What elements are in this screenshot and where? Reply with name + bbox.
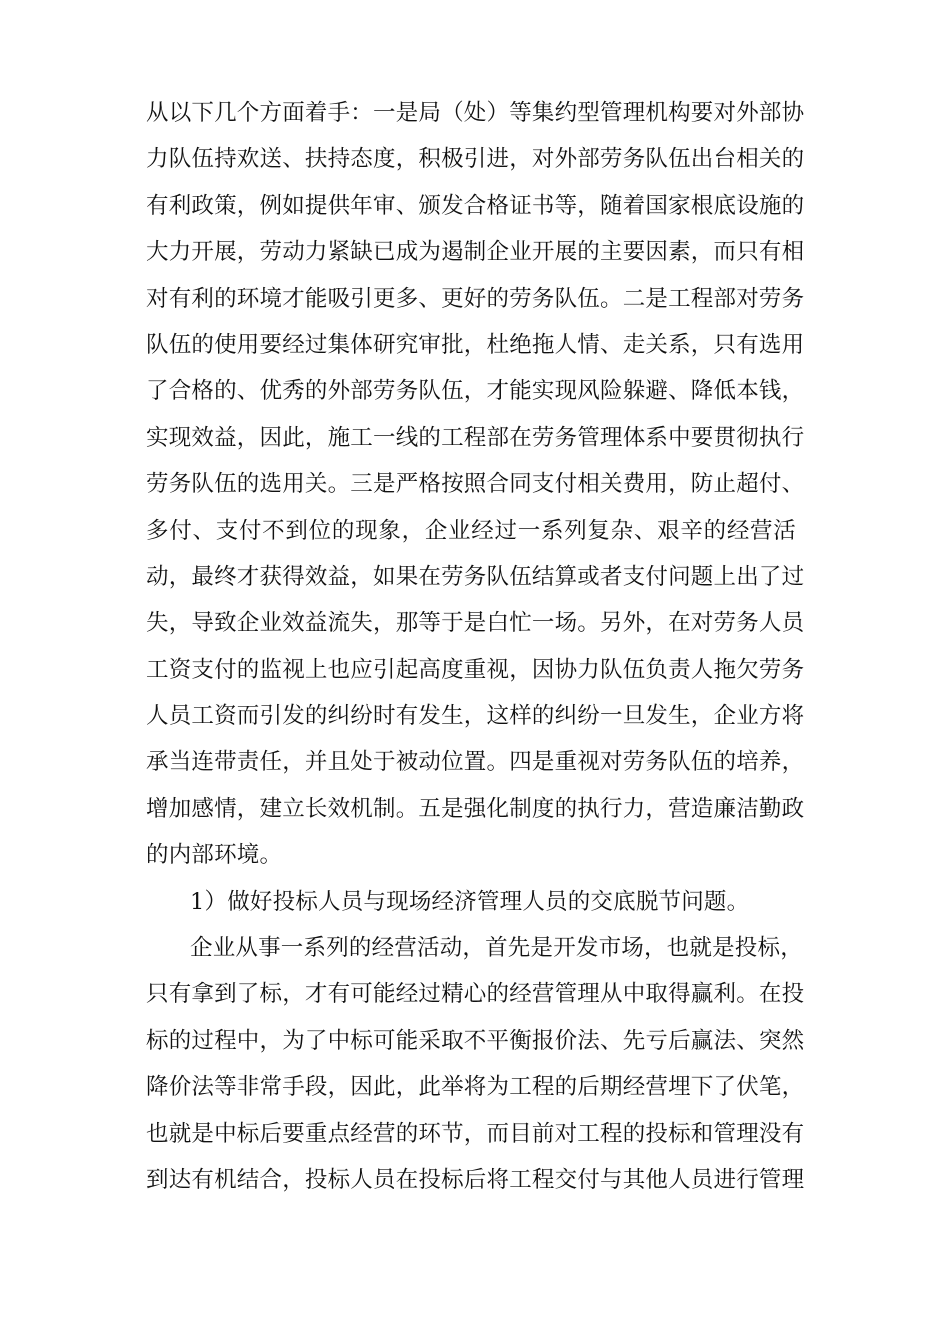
text-line: 标的过程中，为了中标可能采取不平衡报价法、先亏后赢法、突然 xyxy=(146,1027,805,1054)
text-line: 有利政策，例如提供年审、颁发合格证书等，随着国家根底设施的 xyxy=(146,192,805,219)
text-line: 也就是中标后要重点经营的环节，而目前对工程的投标和管理没有 xyxy=(146,1120,805,1147)
text-line: 对有利的环境才能吸引更多、更好的劳务队伍。二是工程部对劳务 xyxy=(146,285,805,312)
text-line: 增加感情，建立长效机制。五是强化制度的执行力，营造廉洁勤政 xyxy=(146,795,805,822)
text-line: 多付、支付不到位的现象，企业经过一系列复杂、艰辛的经营活 xyxy=(146,517,796,544)
paragraph-bidding xyxy=(146,925,805,1203)
text-line: 1）做好投标人员与现场经济管理人员的交底脱节问题。 xyxy=(190,888,750,915)
text-line: 降价法等非常手段，因此，此举将为工程的后期经营埋下了伏笔， xyxy=(146,1074,805,1101)
text-line: 工资支付的监视上也应引起高度重视，因协力队伍负责人拖欠劳务 xyxy=(146,656,805,683)
text-line: 的内部环境。 xyxy=(146,842,283,869)
text-line: 从以下几个方面着手：一是局（处）等集约型管理机构要对外部协 xyxy=(146,100,805,126)
text-line: 到达有机结合，投标人员在投标后将工程交付与其他人员进行管理 xyxy=(146,1166,805,1193)
text-line: 动，最终才获得效益，如果在劳务队伍结算或者支付问题上出了过 xyxy=(146,563,805,590)
text-line: 人员工资而引发的纠纷时有发生，这样的纠纷一旦发生，企业方将 xyxy=(146,703,805,730)
text-line: 力队伍持欢送、扶持态度，积极引进，对外部劳务队伍出台相关的 xyxy=(146,146,805,173)
text-line: 劳务队伍的选用关。三是严格按照合同支付相关费用，防止超付、 xyxy=(146,471,805,498)
document-body xyxy=(146,90,805,1203)
text-line: 企业从事一系列的经营活动，首先是开发市场，也就是投标， xyxy=(190,935,803,962)
text-line: 失，导致企业效益流失，那等于是白忙一场。另外，在对劳务人员 xyxy=(146,610,805,637)
text-line: 队伍的使用要经过集体研究审批，杜绝拖人情、走关系，只有选用 xyxy=(146,331,805,358)
text-line: 只有拿到了标，才有可能经过精心的经营管理从中取得赢利。在投 xyxy=(146,981,805,1008)
text-line: 承当连带责任，并且处于被动位置。四是重视对劳务队伍的培养， xyxy=(146,749,805,776)
text-line: 实现效益，因此，施工一线的工程部在劳务管理体系中要贯彻执行 xyxy=(146,424,805,451)
paragraph-labor-management xyxy=(146,90,805,879)
text-line: 大力开展，劳动力紧缺已成为遏制企业开展的主要因素，而只有相 xyxy=(146,239,805,266)
text-line: 了合格的、优秀的外部劳务队伍，才能实现风险躲避、降低本钱， xyxy=(146,378,805,405)
section-heading-bid-handover xyxy=(146,879,796,925)
